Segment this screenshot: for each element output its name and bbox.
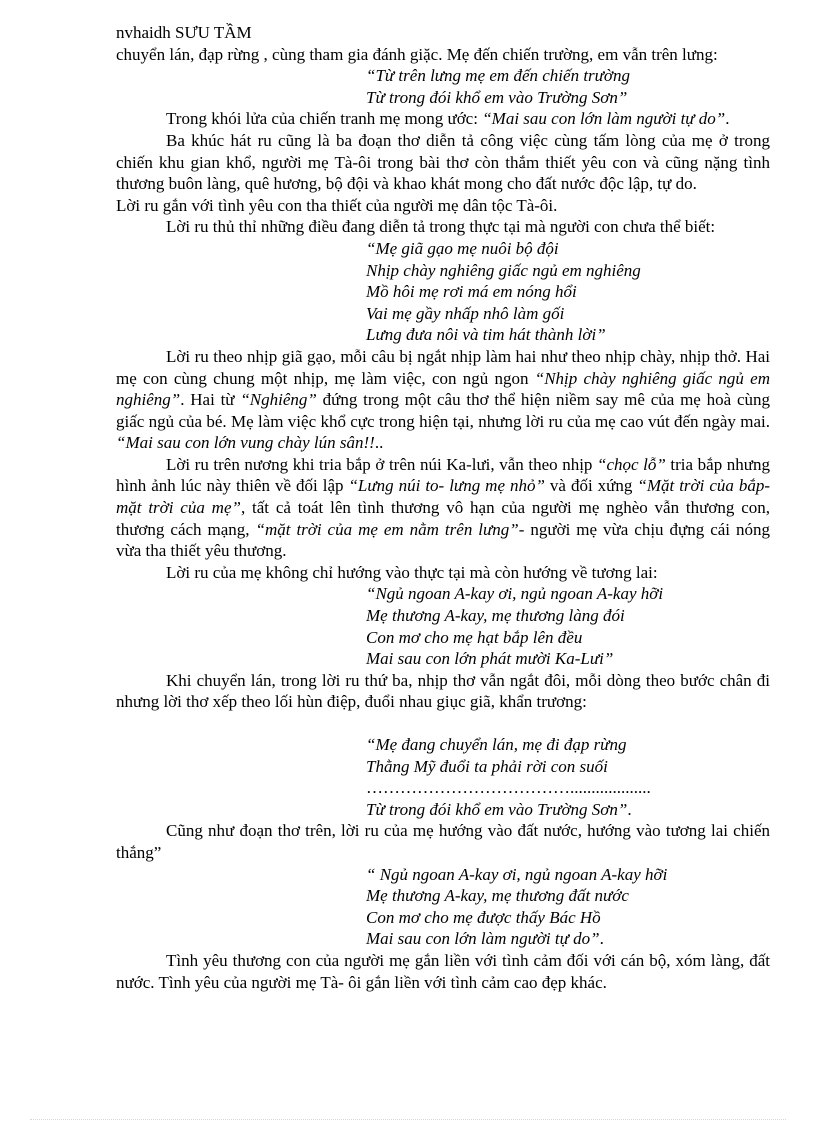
verse-line [366,928,770,950]
paragraph-10: Cũng như đoạn thơ trên, lời ru của mẹ hướng vào đất nước, hướng vào tương lai chiến thắng” [116,821,770,862]
quote-run: “Mặt trời của bắp- mặt trời của mẹ” [116,476,771,518]
text-run: . Hai từ [180,390,241,410]
text-run: .. [374,433,384,453]
paragraph-9: Khi chuyển lán, trong lời ru thứ ba, nhịp thơ vẫn ngắt đôi, mỗi dòng theo bước chân đi nhưng lời thơ xếp theo lối hùn điệp, đuổi nhau giục giã, khẩn trương: [116,670,770,712]
verse-line: “Ngủ ngoan A-kay ơi, ngủ ngoan A-kay hỡi [366,584,664,604]
quote-run: “Nhịp chày nghiêng giấc ngủ em nghiêng” [116,368,770,410]
verse-line: “ Ngủ ngoan A-kay ơi, ngủ ngoan A-kay hỡi [366,864,668,884]
text-run: . [725,109,730,129]
paragraph-4: Lời ru gắn với tình yêu con tha thiết của người mẹ dân tộc Tà-ôi. [116,195,558,215]
verse-line: “Mẹ đang chuyển lán, mẹ đi đạp rừng [366,735,627,754]
verse-punct: . [627,799,632,819]
page-bottom-rule [30,1119,786,1120]
verse-line: Mẹ thương A-kay, mẹ thương làng đói [366,606,625,626]
verse-line: Vai mẹ gầy nhấp nhô làm gối [366,303,565,323]
verse-line: “Mẹ giã gạo mẹ nuôi bộ đội [366,238,559,258]
paragraph-2 [116,108,770,130]
verse-line: Con mơ cho mẹ hạt bắp lên đều [366,627,583,647]
verse-2 [366,238,770,346]
ellipsis-line: ………………………………................... [366,778,651,798]
quote-run: “Lưng núi to- lưng mẹ nhỏ” [348,476,545,496]
text-run: - người mẹ vừa chịu đựng cái nóng vừa tha thiết yêu thương. [116,519,770,561]
quote-run: “Nghiêng” [240,390,317,410]
verse-line: Con mơ cho mẹ được thấy Bác Hồ [366,907,601,927]
text-run: đứng trong một câu thơ thể hiện niềm say mê của mẹ hoà cùng giấc ngủ của bé. Mẹ làm việc khổ cực trong hiện tại, nhưng lời ru của mẹ cao vút đến ngày mai. [116,390,770,431]
page-header: nvhaidh SƯU TẦM [116,23,252,42]
text-run: Trong khói lửa của chiến tranh mẹ mong ước: [166,109,483,129]
paragraph-6 [116,346,770,454]
document-page [116,22,770,993]
quote-run: “mặt trời của mẹ em nằm trên lưng” [255,519,519,539]
verse-line: Mồ hôi mẹ rơi má em nóng hổi [366,282,577,302]
paragraph-11: Tình yêu thương con của người mẹ gắn liền với tình cảm đối với cán bộ, xóm làng, đất nước. Tình yêu của người mẹ Tà- ôi gắn liền với tình cảm cao đẹp khác. [116,950,770,992]
paragraph-7 [116,454,770,562]
paragraph-3: Ba khúc hát ru cũng là ba đoạn thơ diễn tả công việc cùng tấm lòng của mẹ ở trong chiến khu gian khổ, người mẹ Tà-ôi trong bài thơ còn thắm thiết yêu con và cũng nặng tình thương buôn làng, quê hương, bộ đội và khao khát mong cho đất nước độc lập, tự do. [116,130,770,194]
blank-line [116,713,770,734]
verse-punct: . [599,929,604,949]
verse-5 [366,864,770,950]
verse-1 [366,65,770,108]
verse-3 [366,583,770,669]
quote-run: “Mai sau con lớn làm người tự do” [482,109,726,129]
verse-line: Từ trong đói khổ em vào Trường Sơn” [366,87,628,107]
text-run: , tất cả toát lên tình thương vô hạn của người mẹ nghèo vẫn thương con, thương cách mạng, [116,498,770,539]
paragraph-8: Lời ru của mẹ không chỉ hướng vào thực tại mà còn hướng về tương lai: [166,562,658,582]
paragraph-5: Lời ru thủ thỉ những điều đang diễn tả trong thực tại mà người con chưa thể biết: [166,217,716,237]
text-run: Lời ru theo nhịp giã gạo, mỗi câu bị ngắt nhịp làm hai như theo nhịp chày, nhịp thở. Hai mẹ con cùng chung một nhịp, mẹ làm việc, con ngủ ngon [116,346,770,388]
verse-line: Mẹ thương A-kay, mẹ thương đất nước [366,886,629,906]
verse-line: Mai sau con lớn phát mười Ka-Lưi” [366,649,614,669]
text-run: Lời ru trên nương khi tria bắp ở trên núi Ka-lưi, vẫn theo nhịp [166,454,598,474]
verse-text: Mai sau con lớn làm người tự do” [366,929,600,949]
text-run: tria bắp nhưng hình ảnh lúc này thiên về đối lập [116,454,770,496]
text-run: và đối xứng [544,476,638,496]
verse-4 [366,734,770,820]
quote-run: “chọc lỗ” [597,454,666,474]
verse-line [366,799,770,821]
paragraph-1: chuyển lán, đạp rừng , cùng tham gia đánh giặc. Mẹ đến chiến trường, em vẫn trên lưng: [116,44,718,64]
verse-line: Nhịp chày nghiêng giấc ngủ em nghiêng [366,260,641,280]
quote-run: “Mai sau con lớn vung chày lún sân!! [116,433,375,453]
verse-line: Lưng đưa nôi và tim hát thành lời” [366,325,606,345]
verse-text: Từ trong đói khổ em vào Trường Sơn” [366,799,628,819]
verse-line: “Từ trên lưng mẹ em đến chiến trường [366,66,630,86]
verse-line: Thằng Mỹ đuổi ta phải rời con suối [366,756,608,776]
